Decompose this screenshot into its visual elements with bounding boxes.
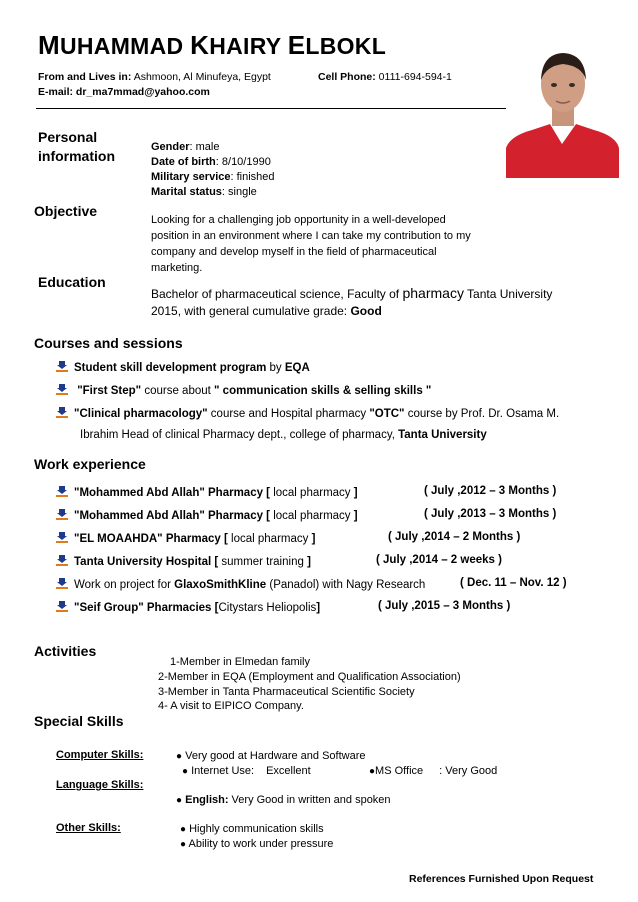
phone-label: Cell Phone: [318,71,376,83]
phone-value: 0111-694-594-1 [375,71,452,83]
activity-item: 3-Member in Tanta Pharmaceutical Scientific Society [158,686,415,698]
location-value: Ashmoon, Al Minufeya, Egypt [131,71,271,83]
name-initial: M [38,30,60,60]
work-heading: Work experience [34,456,146,472]
references-note: References Furnished Upon Request [409,873,594,885]
objective-text: Looking for a challenging job opportunity in a well-developed position in an environment where I can take my contribution to my company and develop myself in the field of pharmaceutical marketing. [151,214,471,274]
work-item: Work on project for GlaxoSmithKline (Panadol) with Nagy Research [56,577,425,591]
email-line [38,86,210,98]
list-item-continuation: Ibrahim Head of clinical Pharmacy dept., college of pharmacy, Tanta University [80,429,487,441]
other-skills-label: Other Skills: [56,822,121,834]
education-heading: Education [38,274,106,290]
computer-skill-2: ● Internet Use: Excellent [182,765,311,777]
work-item: "Mohammed Abd Allah" Pharmacy [ local pharmacy ] [56,485,358,499]
name-part: LBOKL [305,33,387,59]
location-line [38,71,271,83]
military-row: Military service: finished [151,171,275,183]
work-item: "Seif Group" Pharmacies [Citystars Heliopolis] [56,600,320,614]
arrow-bullet-icon [56,508,68,520]
name-initial: K [190,30,210,60]
bullet-dot-icon: ● [182,766,189,777]
header-divider [36,108,509,109]
arrow-bullet-icon [56,554,68,566]
portrait-image [506,40,619,178]
marital-row: Marital status: single [151,186,257,198]
bullet-dot-icon: ● [176,795,183,806]
bullet-dot-icon: ● [369,766,376,777]
work-dates: ( July ,2014 – 2 weeks ) [376,554,502,566]
skills-heading: Special Skills [34,713,124,729]
work-dates: ( July ,2015 – 3 Months ) [378,600,511,612]
computer-skill-1: ● Very good at Hardware and Software [176,750,366,762]
activity-item: 2-Member in EQA (Employment and Qualification Association) [158,671,461,683]
work-item: "EL MOAAHDA" Pharmacy [ local pharmacy ] [56,531,315,545]
personal-heading: Personal information [38,129,115,164]
arrow-bullet-icon [56,600,68,612]
arrow-bullet-icon [56,485,68,497]
arrow-bullet-icon [56,383,68,395]
list-item: "First Step" course about " communication skills & selling skills " [56,383,431,397]
work-dates: ( July ,2012 – 3 Months ) [424,485,557,497]
computer-skills-label: Computer Skills: [56,749,144,761]
arrow-bullet-icon [56,531,68,543]
bullet-dot-icon: ● [176,751,183,762]
name-part: UHAMMAD [59,33,191,59]
list-item: Student skill development program by EQA [56,360,310,374]
activity-item: 4- A visit to EIPICO Company. [158,700,304,712]
list-item: "Clinical pharmacology" course and Hospital pharmacy "OTC" course by Prof. Dr. Osama M. [56,406,559,420]
computer-skill-3: ●MS Office : Very Good [369,765,498,777]
objective-heading: Objective [34,203,98,219]
bullet-dot-icon: ● [180,839,187,850]
activity-item: 1-Member in Elmedan family [170,656,310,668]
courses-heading: Courses and sessions [34,335,183,351]
name-initial: E [287,30,306,60]
phone-line [318,71,452,83]
bullet-dot-icon: ● [180,824,187,835]
location-label: From and Lives in: [38,71,132,83]
arrow-bullet-icon [56,406,68,418]
work-dates: ( Dec. 11 – Nov. 12 ) [460,577,567,589]
work-item: "Mohammed Abd Allah" Pharmacy [ local pharmacy ] [56,508,358,522]
work-dates: ( July ,2013 – 3 Months ) [424,508,557,520]
other-skill-2: ● Ability to work under pressure [180,838,334,850]
language-skill: ● English: Very Good in written and spoken [176,794,391,806]
education-text: Bachelor of pharmaceutical science, Faculty of pharmacy Tanta University 2015, with general cumulative grade: Good [151,285,553,318]
work-item: Tanta University Hospital [ summer training ] [56,554,311,568]
personal-details [151,140,275,200]
email-text: E-mail: dr_ma7mmad@yahoo.com [38,86,210,98]
work-dates: ( July ,2014 – 2 Months ) [388,531,521,543]
gender-row: Gender: male [151,141,220,153]
profile-photo [506,40,619,178]
other-skill-1: ● Highly communication skills [180,823,324,835]
name-part: HAIRY [209,33,288,59]
arrow-bullet-icon [56,577,68,589]
language-skills-label: Language Skills: [56,779,144,791]
candidate-name [38,30,386,61]
arrow-bullet-icon [56,360,68,372]
activities-heading: Activities [34,643,97,659]
dob-row: Date of birth: 8/10/1990 [151,156,271,168]
